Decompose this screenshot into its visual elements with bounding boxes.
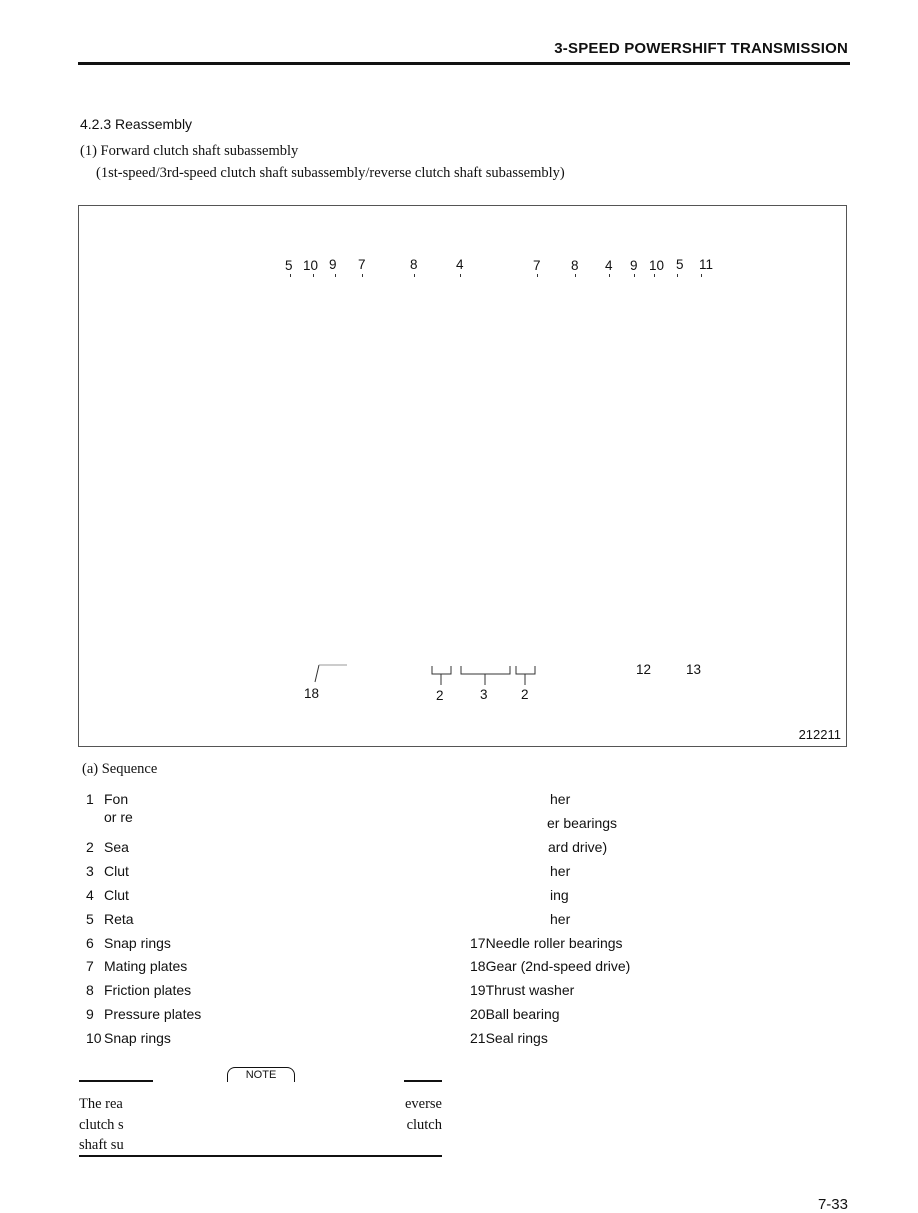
note-line: clutch s bbox=[79, 1116, 124, 1133]
callout-label: 7 bbox=[533, 258, 541, 273]
figure-code: 212211 bbox=[798, 727, 841, 742]
page-number: 7-33 bbox=[817, 1196, 848, 1213]
list-item-continuation: or re bbox=[104, 809, 133, 825]
callout-label: 13 bbox=[686, 662, 702, 677]
list-item-fragment: ard drive) bbox=[548, 839, 608, 855]
callout-label: 3 bbox=[480, 687, 488, 702]
list-item: 9 Pressure plates bbox=[86, 1006, 202, 1022]
list-item: 19Thrust washer bbox=[470, 982, 575, 998]
list-item-fragment: ing bbox=[550, 887, 569, 903]
callout-label: 2 bbox=[521, 687, 529, 702]
callout-label: 10 bbox=[649, 258, 665, 273]
section-title: 4.2.3 Reassembly bbox=[80, 116, 193, 132]
callout-label: 12 bbox=[636, 662, 652, 677]
note-tab: NOTE bbox=[227, 1067, 295, 1082]
list-item-fragment: her bbox=[550, 863, 571, 879]
list-item-fragment: her bbox=[550, 911, 571, 927]
callout-label: 10 bbox=[303, 258, 319, 273]
list-item-fragment: er bearings bbox=[547, 815, 618, 831]
list-item: 7 Mating plates bbox=[86, 958, 188, 974]
list-item: 8 Friction plates bbox=[86, 982, 192, 998]
list-item: 18Gear (2nd-speed drive) bbox=[470, 958, 631, 974]
header-rule bbox=[78, 62, 850, 65]
list-item: 4 Clut bbox=[86, 887, 129, 903]
page-header-title: 3-SPEED POWERSHIFT TRANSMISSION bbox=[554, 40, 848, 57]
subsection-subtitle: (1st-speed/3rd-speed clutch shaft subassembly/reverse clutch shaft subassembly) bbox=[96, 165, 565, 181]
callout-label: 8 bbox=[571, 258, 579, 273]
list-item: 5 Reta bbox=[86, 911, 134, 927]
list-item: 1 Fon bbox=[86, 791, 129, 807]
callout-label: 9 bbox=[630, 258, 638, 273]
callout-label: 2 bbox=[436, 688, 444, 703]
note-line: shaft su bbox=[79, 1137, 124, 1153]
list-item: 10 Snap rings bbox=[86, 1030, 171, 1046]
callout-label: 18 bbox=[304, 686, 320, 701]
callout-label: 4 bbox=[456, 257, 464, 272]
list-item: 20Ball bearing bbox=[470, 1006, 560, 1022]
list-item: 2 Sea bbox=[86, 839, 129, 855]
exploded-view-figure bbox=[78, 205, 847, 747]
callout-label: 11 bbox=[699, 257, 714, 272]
callout-label: 8 bbox=[410, 257, 418, 272]
callout-label: 9 bbox=[329, 257, 337, 272]
note-text bbox=[79, 1094, 442, 1156]
list-item: 21Seal rings bbox=[470, 1030, 548, 1046]
callout-label: 7 bbox=[358, 257, 366, 272]
callout-brackets bbox=[79, 206, 846, 746]
note-line: clutch bbox=[406, 1116, 442, 1133]
callout-label: 4 bbox=[605, 258, 613, 273]
note-line: everse bbox=[404, 1096, 442, 1112]
subsection-title: (1) Forward clutch shaft subassembly bbox=[80, 143, 299, 159]
note-rule-top bbox=[79, 1080, 153, 1082]
list-item: 6 Snap rings bbox=[86, 935, 171, 951]
callout-label: 5 bbox=[285, 258, 293, 273]
list-item-fragment: her bbox=[550, 791, 571, 807]
note-line: The rea bbox=[79, 1096, 123, 1112]
list-item: 17Needle roller bearings bbox=[470, 935, 623, 951]
list-item: 3 Clut bbox=[86, 863, 129, 879]
note-rule-bottom bbox=[79, 1155, 442, 1157]
callout-label: 5 bbox=[676, 257, 684, 272]
sequence-heading: (a) Sequence bbox=[82, 761, 158, 777]
note-rule-top bbox=[404, 1080, 442, 1082]
